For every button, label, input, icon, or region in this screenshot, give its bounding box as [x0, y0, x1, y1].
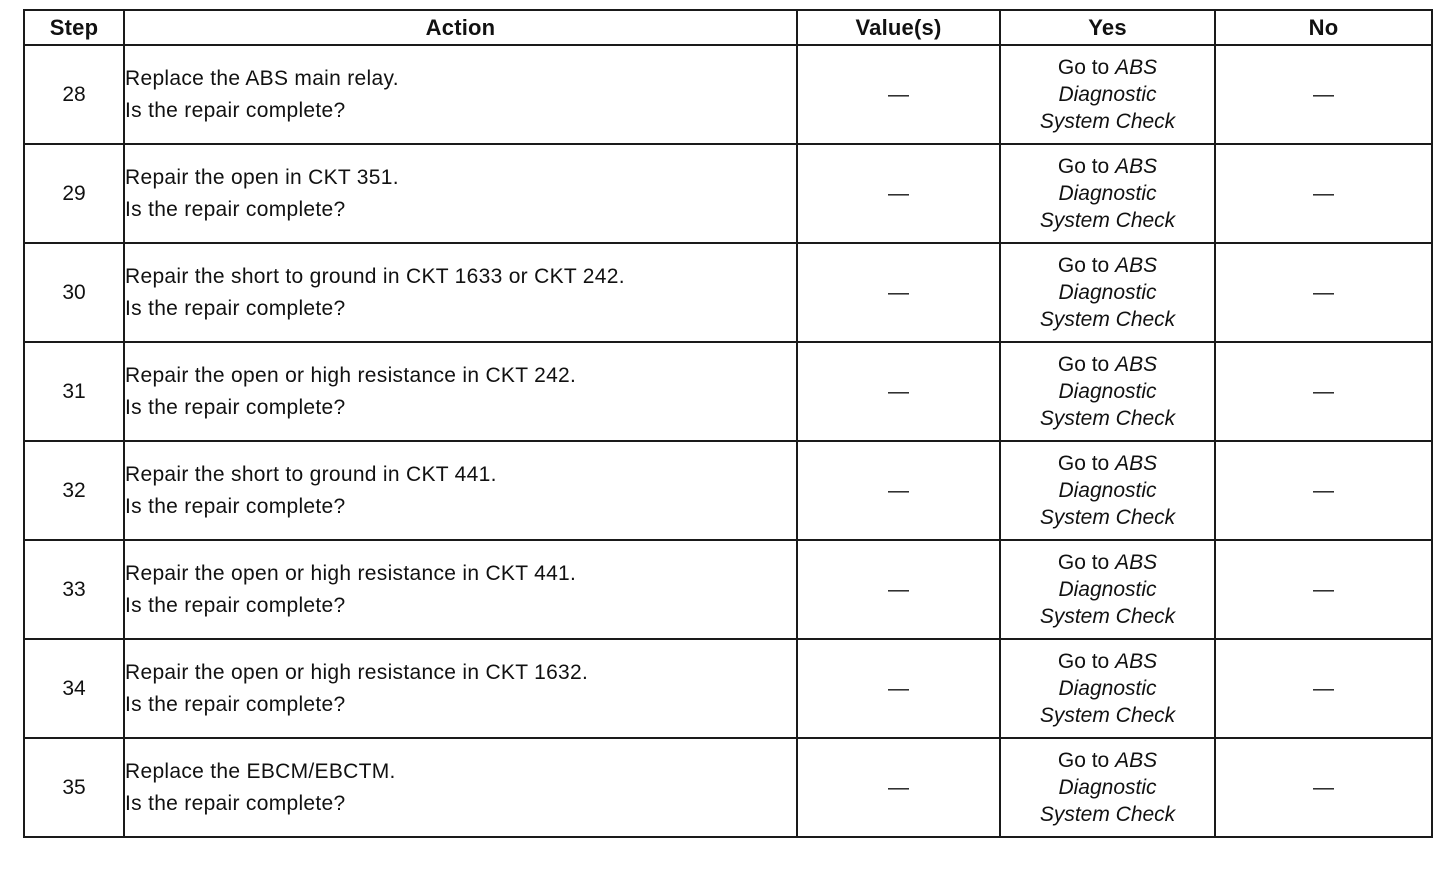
no-cell: —	[1215, 45, 1432, 144]
yes-abs: ABS	[1115, 155, 1158, 178]
yes-system-check: System Check	[1039, 308, 1176, 331]
table-row	[24, 639, 1432, 738]
action-question: Is the repair complete?	[125, 692, 346, 716]
action-cell	[124, 738, 797, 837]
yes-goto: Go to	[1057, 452, 1116, 475]
value-cell: —	[797, 144, 1000, 243]
header-yes: Yes	[1000, 10, 1215, 45]
yes-abs: ABS	[1115, 254, 1158, 277]
action-instruction: Repair the open or high resistance in CKT 441.	[125, 561, 577, 585]
action-question: Is the repair complete?	[125, 296, 346, 320]
yes-abs: ABS	[1115, 56, 1158, 79]
yes-cell	[1000, 639, 1215, 738]
no-cell: —	[1215, 144, 1432, 243]
yes-cell	[1000, 45, 1215, 144]
action-question: Is the repair complete?	[125, 98, 346, 122]
value-cell: —	[797, 738, 1000, 837]
value-cell: —	[797, 45, 1000, 144]
step-number: 32	[24, 441, 124, 540]
action-question: Is the repair complete?	[125, 197, 346, 221]
action-cell	[124, 243, 797, 342]
yes-system-check: System Check	[1039, 209, 1176, 232]
yes-diagnostic: Diagnostic	[1058, 182, 1157, 205]
yes-goto: Go to	[1057, 155, 1116, 178]
action-cell	[124, 639, 797, 738]
yes-abs: ABS	[1115, 551, 1158, 574]
yes-diagnostic: Diagnostic	[1058, 776, 1157, 799]
value-cell: —	[797, 540, 1000, 639]
value-cell: —	[797, 639, 1000, 738]
table-row	[24, 144, 1432, 243]
yes-goto: Go to	[1057, 749, 1116, 772]
action-instruction: Repair the open or high resistance in CKT 1632.	[125, 660, 589, 684]
yes-goto: Go to	[1057, 650, 1116, 673]
yes-diagnostic: Diagnostic	[1058, 578, 1157, 601]
action-cell	[124, 342, 797, 441]
yes-system-check: System Check	[1039, 110, 1176, 133]
no-cell: —	[1215, 639, 1432, 738]
action-cell	[124, 45, 797, 144]
value-cell: —	[797, 441, 1000, 540]
yes-system-check: System Check	[1039, 506, 1176, 529]
yes-cell	[1000, 540, 1215, 639]
yes-system-check: System Check	[1039, 704, 1176, 727]
action-instruction: Replace the ABS main relay.	[125, 66, 399, 90]
step-number: 33	[24, 540, 124, 639]
action-instruction: Repair the open or high resistance in CKT 242.	[125, 363, 577, 387]
no-cell: —	[1215, 738, 1432, 837]
diagnostic-table	[23, 9, 1433, 838]
action-question: Is the repair complete?	[125, 791, 346, 815]
table-row	[24, 540, 1432, 639]
yes-cell	[1000, 243, 1215, 342]
no-cell: —	[1215, 243, 1432, 342]
action-cell	[124, 441, 797, 540]
yes-goto: Go to	[1057, 551, 1116, 574]
table-row	[24, 441, 1432, 540]
no-cell: —	[1215, 540, 1432, 639]
step-number: 29	[24, 144, 124, 243]
table-row	[24, 45, 1432, 144]
header-values: Value(s)	[797, 10, 1000, 45]
action-question: Is the repair complete?	[125, 395, 346, 419]
header-no: No	[1215, 10, 1432, 45]
step-number: 35	[24, 738, 124, 837]
yes-cell	[1000, 738, 1215, 837]
yes-diagnostic: Diagnostic	[1058, 83, 1157, 106]
header-action: Action	[124, 10, 797, 45]
yes-abs: ABS	[1115, 749, 1158, 772]
value-cell: —	[797, 243, 1000, 342]
yes-diagnostic: Diagnostic	[1058, 677, 1157, 700]
action-instruction: Replace the EBCM/EBCTM.	[125, 759, 396, 783]
yes-cell	[1000, 144, 1215, 243]
yes-cell	[1000, 342, 1215, 441]
yes-cell	[1000, 441, 1215, 540]
yes-goto: Go to	[1057, 254, 1116, 277]
value-cell: —	[797, 342, 1000, 441]
action-question: Is the repair complete?	[125, 593, 346, 617]
yes-system-check: System Check	[1039, 803, 1176, 826]
no-cell: —	[1215, 342, 1432, 441]
table-row	[24, 738, 1432, 837]
yes-diagnostic: Diagnostic	[1058, 479, 1157, 502]
step-number: 30	[24, 243, 124, 342]
step-number: 28	[24, 45, 124, 144]
step-number: 31	[24, 342, 124, 441]
action-instruction: Repair the open in CKT 351.	[125, 165, 399, 189]
action-instruction: Repair the short to ground in CKT 441.	[125, 462, 497, 486]
yes-abs: ABS	[1115, 650, 1158, 673]
yes-goto: Go to	[1057, 353, 1116, 376]
yes-diagnostic: Diagnostic	[1058, 281, 1157, 304]
no-cell: —	[1215, 441, 1432, 540]
action-cell	[124, 144, 797, 243]
step-number: 34	[24, 639, 124, 738]
action-question: Is the repair complete?	[125, 494, 346, 518]
table-row	[24, 342, 1432, 441]
yes-system-check: System Check	[1039, 605, 1176, 628]
header-row	[24, 10, 1432, 45]
yes-system-check: System Check	[1039, 407, 1176, 430]
yes-diagnostic: Diagnostic	[1058, 380, 1157, 403]
yes-goto: Go to	[1057, 56, 1116, 79]
action-cell	[124, 540, 797, 639]
action-instruction: Repair the short to ground in CKT 1633 or CKT 242.	[125, 264, 625, 288]
yes-abs: ABS	[1115, 353, 1158, 376]
yes-abs: ABS	[1115, 452, 1158, 475]
header-step: Step	[24, 10, 124, 45]
table-row	[24, 243, 1432, 342]
